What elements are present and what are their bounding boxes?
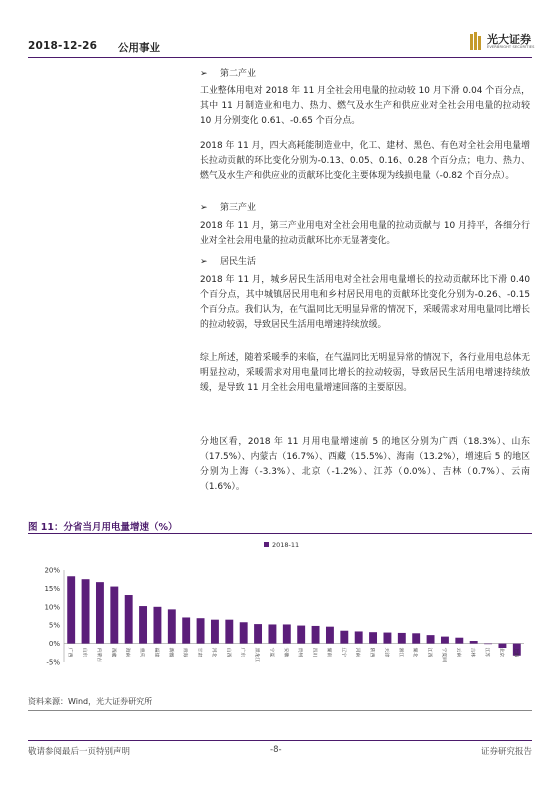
source-divider: [28, 710, 532, 711]
bar: [340, 631, 348, 644]
figure-title-divider: [28, 533, 532, 534]
logo-en: EVERBRIGHT SECURITIES: [487, 45, 535, 49]
bar: [427, 635, 435, 643]
header-divider: [28, 57, 532, 58]
legend-swatch: [264, 542, 269, 547]
footer-report-type: 证券研究报告: [480, 747, 532, 757]
footer-disclaimer: 敬请参阅最后一页特别声明: [28, 747, 131, 757]
report-section: 公用事业: [118, 42, 160, 54]
bar: [153, 607, 161, 644]
x-tick-label: 云南: [455, 647, 461, 658]
x-tick-label: 广西: [67, 647, 73, 658]
bar: [355, 631, 363, 643]
bar: [82, 579, 90, 643]
x-tick-label: 重庆: [139, 647, 145, 658]
x-tick-label: 四川: [311, 647, 317, 658]
x-tick-label: 青海: [182, 647, 188, 658]
report-date: 2018-12-26: [28, 40, 98, 52]
section-secondary-heading: ➢ 第二产业: [200, 69, 257, 79]
bar: [240, 622, 248, 643]
summary-paragraph: 综上所述，随着采暖季的来临，在气温同比无明显异常的情况下，各行业用电总体无明显拉动，采暖需求对用电量同比增长的拉动较弱，导致居民生活用电增速持续放缓，是导致 11 月全社会用电量增速回落的主要原因。: [200, 353, 530, 393]
figure-title: 图 11：分省当月用电量增速（%）: [28, 522, 178, 533]
bar: [110, 587, 118, 644]
x-tick-label: 新疆: [167, 647, 173, 658]
x-tick-label: 西藏: [110, 647, 116, 658]
y-tick-label: 5%: [48, 621, 60, 630]
secondary-paragraph-2: 2018 年 11 月，四大高耗能制造业中，化工、建材、黑色、有色对全社会用电量增长拉动贡献的环比变化分别为-0.13、0.05、0.16、0.28 个百分点；电力、热力、燃气及水生产和供应业的贡献环比变化主要体现为线损电量（-0.82 个百分点）。: [200, 141, 530, 181]
footer-divider: [28, 740, 532, 741]
bar: [225, 620, 233, 644]
bar: [125, 595, 133, 644]
x-tick-label: 陕西: [369, 647, 375, 658]
bar: [398, 633, 406, 644]
x-tick-label: 上海: [512, 647, 518, 658]
bar: [441, 637, 449, 644]
x-tick-label: 广东: [239, 647, 245, 658]
y-tick-label: 10%: [44, 603, 60, 612]
bar: [484, 644, 492, 645]
y-tick-label: 20%: [44, 566, 60, 575]
regional-paragraph: 分地区看，2018 年 11 月用电量增速前 5 的地区分别为广西（18.3%）、山东（17.5%）、内蒙古（16.7%）、西藏（15.5%）、海南（13.2%），增速后 5 的地区分别为上海（-3.3%）、北京（-1.2%）、江苏（0.0%）、吉林（0.7%）、云南（1.6%）。: [200, 437, 530, 492]
bar: [369, 632, 377, 643]
x-tick-label: 湖北: [412, 647, 418, 658]
x-tick-label: 宁夏: [268, 647, 274, 658]
bar: [383, 633, 391, 644]
bar: [168, 609, 176, 643]
section-resident-heading: ➢ 居民生活: [200, 257, 257, 267]
logo-mark-icon: [470, 32, 484, 50]
bar: [67, 576, 75, 643]
x-tick-label: 内蒙古: [95, 647, 101, 663]
x-tick-label: 天津: [383, 647, 389, 658]
x-tick-label: 山西: [225, 647, 231, 658]
x-tick-label: 辽宁: [340, 647, 346, 658]
bar: [197, 618, 205, 643]
section-tertiary-heading: ➢ 第三产业: [200, 203, 257, 213]
x-tick-label: 安徽: [282, 647, 288, 658]
provincial-growth-chart: [28, 536, 532, 692]
bar: [182, 617, 190, 643]
bar: [297, 626, 305, 644]
x-tick-label: 河南: [354, 647, 360, 658]
bar: [283, 624, 291, 643]
x-tick-label: 山东: [81, 647, 87, 658]
arrow-icon: ➢: [200, 203, 208, 213]
bar: [455, 638, 463, 644]
arrow-icon: ➢: [200, 257, 208, 267]
bar: [139, 606, 147, 644]
arrow-icon: ➢: [200, 69, 208, 79]
x-tick-label: 江苏: [484, 647, 490, 658]
bar: [312, 626, 320, 644]
bar: [254, 624, 262, 644]
logo-name: 光大证券: [487, 33, 531, 46]
x-tick-label: 海南: [124, 647, 130, 658]
bar: [470, 641, 478, 644]
y-tick-label: 0%: [48, 640, 60, 649]
tertiary-paragraph: 2018 年 11 月，第三产业用电对全社会用电量的拉动贡献与 10 月持平，各细分行业对全社会用电量的拉动贡献环比亦无显著变化。: [200, 221, 530, 246]
resident-paragraph: 2018 年 11 月，城乡居民生活用电对全社会用电量增长的拉动贡献环比下滑 0.40 个百分点，其中城镇居民用电和乡村居民用电的贡献环比变化分别为-0.26、-0.15 个百分点。我们认为，在气温同比无明显异常的情况下，采暖需求对用电量同比增长的拉动较弱，导致居民生活用电增速持续放缓。: [200, 275, 530, 330]
x-tick-label: 北京: [498, 647, 504, 658]
x-tick-label: 黑龙江: [254, 647, 260, 663]
figure-source: 资料来源：Wind，光大证券研究所: [28, 697, 153, 706]
x-tick-label: 湖南: [325, 647, 331, 658]
y-tick-label: 15%: [44, 584, 60, 593]
x-tick-label: 宁夏回: [440, 647, 446, 663]
y-tick-label: -5%: [46, 658, 60, 667]
x-tick-label: 浙江: [397, 647, 403, 658]
bar: [268, 624, 276, 643]
x-tick-label: 江西: [426, 647, 432, 658]
bar: [412, 633, 420, 643]
page-number: -8-: [270, 745, 282, 755]
bar: [326, 627, 334, 644]
x-tick-label: 贵州: [297, 647, 303, 658]
x-tick-label: 甘肃: [196, 647, 202, 658]
x-tick-label: 河北: [210, 647, 216, 658]
x-tick-label: 福建: [153, 647, 159, 658]
secondary-paragraph-1: 工业整体用电对 2018 年 11 月全社会用电量的拉动较 10 月下滑 0.04 个百分点，其中 11 月制造业和电力、热力、燃气及水生产和供应业对全社会用电量的拉动较 10 月分别变化 0.61、-0.65 个百分点。: [200, 86, 530, 126]
bar: [96, 582, 104, 643]
bar: [211, 620, 219, 644]
company-logo: [470, 30, 535, 56]
x-tick-label: 吉林: [469, 647, 475, 658]
legend-label: 2018-11: [272, 541, 300, 549]
